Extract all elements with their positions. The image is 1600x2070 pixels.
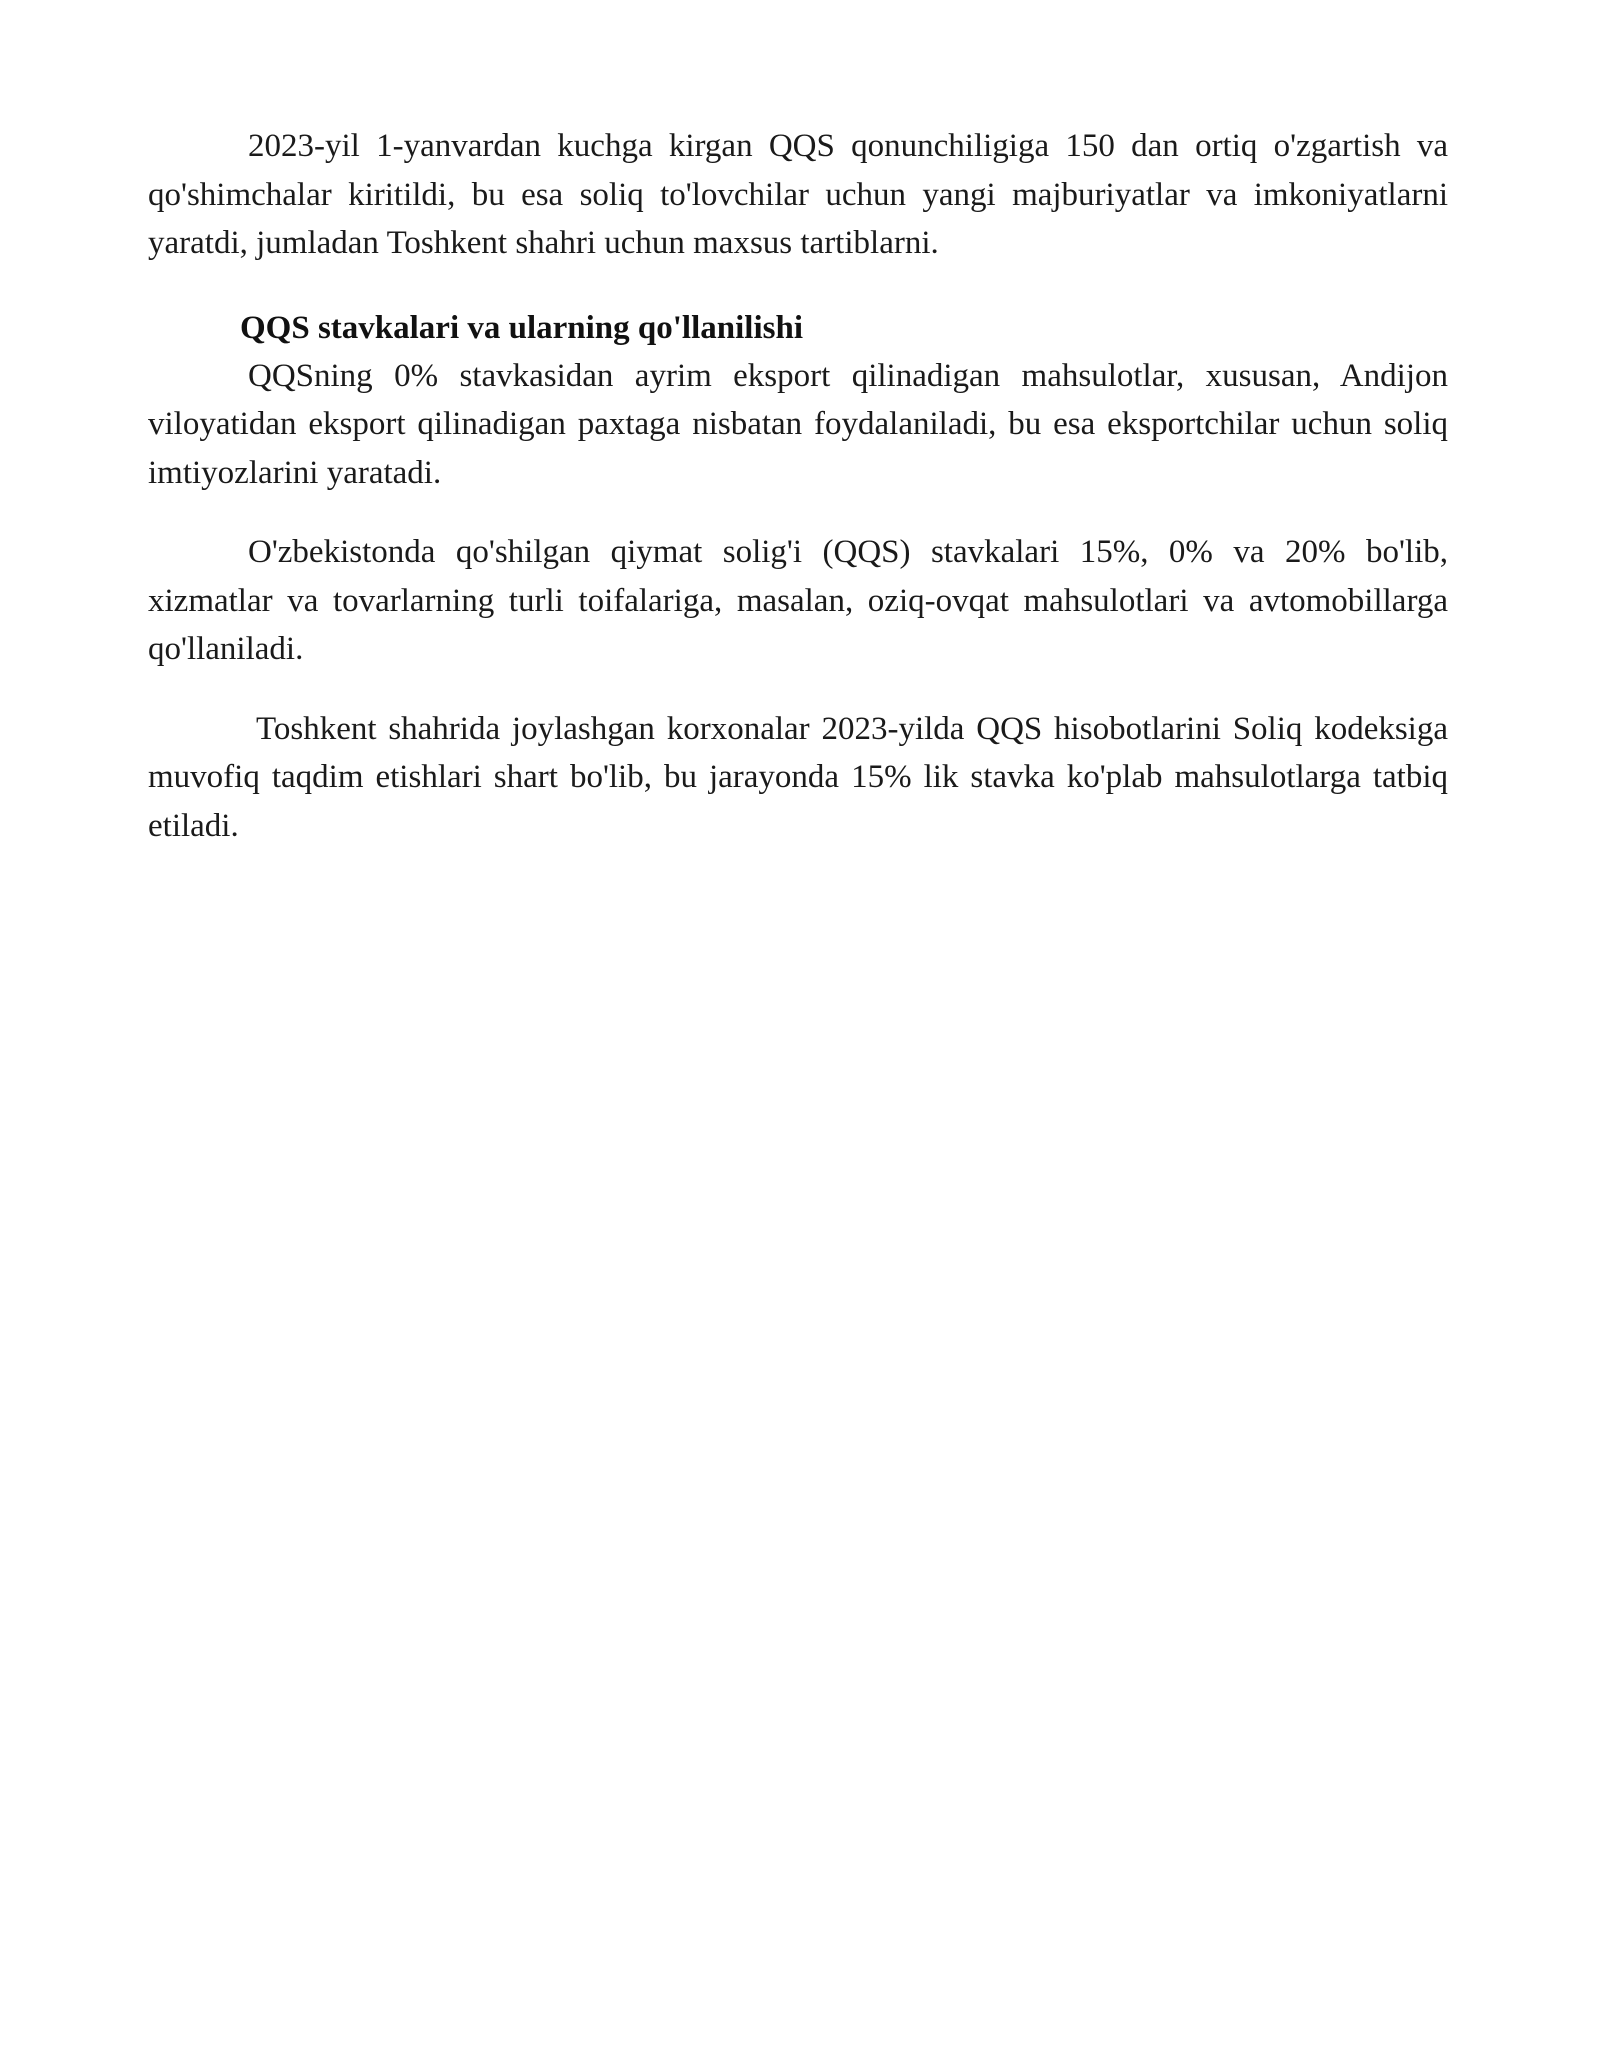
- document-body: [148, 122, 1448, 850]
- paragraph-spacer: [148, 268, 1448, 304]
- section-heading: QQS stavkalari va ularning qo'llanilishi: [240, 309, 803, 346]
- section-paragraph-rates: O'zbekistonda qo'shilgan qiymat solig'i (QQS) stavkalari 15%, 0% va 20% bo'lib, xizmatlar va tovarlarning turli toifalariga, masalan, oziq-ovqat mahsulotlari va avtomobillarga qo'llaniladi.: [148, 534, 1448, 667]
- paragraph-spacer: [148, 497, 1448, 528]
- section-paragraph-zero-rate: QQSning 0% stavkasidan ayrim eksport qilinadigan mahsulotlar, xususan, Andijon viloyatidan eksport qilinadigan paxtaga nisbatan foydalaniladi, bu esa eksportchilar uchun soliq imtiyozlarini yaratadi.: [148, 357, 1448, 491]
- paragraph-spacer: [148, 674, 1448, 705]
- section-paragraph-tashkent: Toshkent shahrida joylashgan korxonalar 2023-yilda QQS hisobotlarini Soliq kodeksiga muvofiq taqdim etishlari shart bo'lib, bu jarayonda 15% lik stavka ko'plab mahsulotlarga tatbiq etiladi.: [148, 710, 1448, 844]
- intro-paragraph: 2023-yil 1-yanvardan kuchga kirgan QQS qonunchiligiga 150 dan ortiq o'zgartish va qo'shimchalar kiritildi, bu esa soliq to'lovchilar uchun yangi majburiyatlar va imkoniyatlarni yaratdi, jumladan Toshkent shahri uchun maxsus tartiblarni.: [148, 128, 1448, 261]
